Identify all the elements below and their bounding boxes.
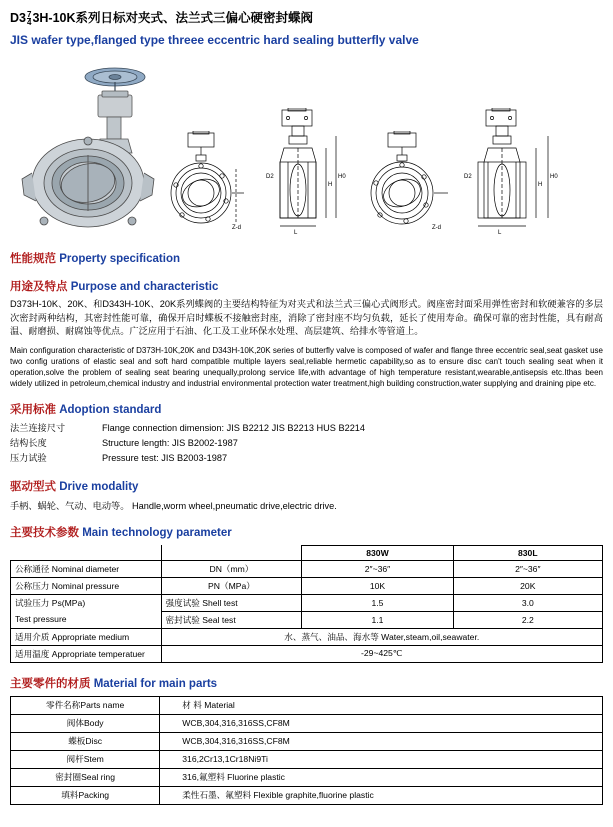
- heading-tech-en: Main technology parameter: [82, 526, 232, 539]
- heading-performance: [10, 250, 603, 266]
- dim-label-D2: D2: [266, 174, 274, 181]
- purpose-text-cn: D373H-10K、20K、和D343H-10K、20K系列蝶阀的主要结构特征为对夹式和法兰式三偏心式阀形式。阀座密封面采用弹性密封和软硬兼容的多层次密封两种结构，其密封性能可靠，确保开启时蝶板不接触密封座，消除了密封座不均匀负载，延长了使用寿命。确保可靠的密封性能，具有耐高温、耐磨损、耐腐蚀等优点。广泛应用于石油、化工及工业环保水处理、高层建筑、给排水等管道上。: [10, 299, 603, 337]
- cell-seal-830l: 2.2: [453, 611, 602, 628]
- standard-list: [10, 421, 603, 466]
- row-label-temperature: 适用温度 Appropriate temperatuer: [11, 645, 162, 662]
- cell-dn-830l: 2″~36″: [453, 560, 602, 577]
- material-value-disc: WCB,304,316,316SS,CF8M: [160, 732, 603, 750]
- spacer-cell: [11, 545, 162, 560]
- dim-label-L-2: L: [498, 230, 502, 237]
- table-row: [11, 577, 603, 594]
- standard-row: [10, 436, 603, 451]
- cell-shell-830l: 3.0: [453, 594, 602, 611]
- material-header-part: 零件名称Parts name: [11, 696, 160, 714]
- col-header-830w: 830W: [302, 545, 453, 560]
- material-value-body: WCB,304,316,316SS,CF8M: [160, 714, 603, 732]
- table-row: [11, 714, 603, 732]
- heading-tech-cn: 主要技术参数: [10, 526, 79, 539]
- fraction-denominator: 4: [26, 18, 32, 28]
- standard-row: [10, 421, 603, 436]
- cell-medium-value: 水、蒸气、油品、海水等 Water,steam,oil,seawater.: [161, 628, 602, 645]
- dim-label-zd: Z-d: [232, 225, 241, 232]
- row-label-nominal-pressure: 公称压力 Nominal pressure: [11, 577, 162, 594]
- heading-drive-cn: 驱动型式: [10, 480, 56, 493]
- material-table: [10, 696, 603, 805]
- heading-material: [10, 675, 603, 691]
- table-row: [11, 645, 603, 662]
- material-part-body: 阀体Body: [11, 714, 160, 732]
- section-material: [10, 675, 603, 691]
- page-title-cn: [10, 8, 603, 26]
- heading-drive-en: Drive modality: [59, 480, 139, 493]
- material-value-packing: 柔性石墨、氟塑料 Flexible graphite,fluorine plastic: [160, 786, 603, 804]
- drawing-front-view-flanged: [368, 131, 456, 231]
- heading-drive: [10, 478, 603, 494]
- dim-label-H0-2: H0: [550, 174, 558, 181]
- fraction-74: [27, 11, 31, 26]
- table-row: [11, 594, 603, 611]
- drawing-3d-wafer-valve: [14, 55, 179, 235]
- standard-value: Structure length: JIS B2002-1987: [102, 437, 238, 448]
- drive-text: 手柄、蜗轮、气动、电动等。 Handle,worm wheel,pneumatic drive,electric drive.: [10, 500, 337, 511]
- table-row: [11, 611, 603, 628]
- page-title-en: JIS wafer type,flanged type threee eccentric hard sealing butterfly valve: [10, 33, 419, 48]
- row-label-nominal-diameter: 公称通径 Nominal diameter: [11, 560, 162, 577]
- standard-key: 法兰连接尺寸: [10, 422, 66, 433]
- dim-label-D2-2: D2: [464, 174, 472, 181]
- title-prefix: D3: [10, 11, 26, 25]
- table-row: [11, 768, 603, 786]
- heading-performance-en: Property specification: [59, 253, 180, 266]
- title-block: [0, 0, 613, 47]
- material-value-seal-ring: 316,氟塑料 Fluorine plastic: [160, 768, 603, 786]
- row-symbol-seal-test: 密封试验 Seal test: [161, 611, 302, 628]
- heading-standard-cn: 采用标准: [10, 403, 56, 416]
- material-part-seal-ring: 密封圈Seal ring: [11, 768, 160, 786]
- heading-material-cn: 主要零件的材质: [10, 677, 91, 690]
- material-part-stem: 阀杆Stem: [11, 750, 160, 768]
- col-header-830l: 830L: [453, 545, 602, 560]
- dim-label-L: L: [294, 230, 298, 237]
- table-row: [11, 732, 603, 750]
- cell-temperature-value: -29~425℃: [161, 645, 602, 662]
- spacer-cell-2: [161, 545, 302, 560]
- heading-standard: [10, 401, 603, 417]
- row-label-test-pressure-en: Test pressure: [11, 611, 162, 628]
- standard-row: [10, 451, 603, 466]
- dim-label-H: H: [328, 182, 333, 189]
- heading-purpose: [10, 278, 603, 294]
- cell-shell-830w: 1.5: [302, 594, 453, 611]
- table-row: [11, 628, 603, 645]
- row-label-test-pressure-cn: 试验压力 Ps(MPa): [11, 594, 162, 611]
- heading-performance-cn: 性能规范: [10, 253, 56, 266]
- drawing-front-view-wafer: [170, 131, 252, 231]
- cell-pn-830w: 10K: [302, 577, 453, 594]
- row-symbol-dn: DN（mm）: [161, 560, 302, 577]
- material-header-material: 材 料 Material: [160, 696, 603, 714]
- drawing-band: [0, 53, 613, 238]
- material-part-disc: 蝶板Disc: [11, 732, 160, 750]
- purpose-text-en: Main configuration characteristic of D373H-10K,20K and D343H-10K,20K series of butterfly valve is composed of wafer and flange three eccentric seal,seat gasket use two config urations of elastic seal and soft hard compatible multiple layers seal,reliable hermetic capability,so as to ensure disc can't touch sealing seat when it operation,solve the problem of sealing seat bearing unequally,prolong service life,with advantage of high temperature resistant,wearable,antisepsis etc.Ithas been widely utilized in petroleum,chemical industry and industrial environmental protection water treatment,high building construction,water supplying and draining pipe etc.: [10, 345, 603, 388]
- standard-value: Flange connection dimension: JIS B2212 JIS B2213 HUS B2214: [102, 422, 366, 433]
- dim-label-H-2: H: [538, 182, 543, 189]
- standard-value: Pressure test: JIS B2003-1987: [102, 452, 228, 463]
- row-symbol-pn: PN（MPa）: [161, 577, 302, 594]
- cell-pn-830l: 20K: [453, 577, 602, 594]
- table-row: [11, 786, 603, 804]
- heading-tech: [10, 524, 603, 540]
- dim-label-H0: H0: [338, 174, 346, 181]
- standard-key: 结构长度: [10, 437, 47, 448]
- tech-parameter-table: [10, 545, 603, 663]
- section-performance: [10, 250, 603, 540]
- heading-standard-en: Adoption standard: [59, 403, 162, 416]
- table-row: [11, 545, 603, 560]
- standard-key: 压力试验: [10, 452, 47, 463]
- row-label-medium: 适用介质 Appropriate medium: [11, 628, 162, 645]
- cell-dn-830w: 2″~36″: [302, 560, 453, 577]
- heading-purpose-en: Purpose and characteristic: [70, 281, 219, 294]
- title-rest: 3H-10K系列日标对夹式、法兰式三偏心硬密封蝶阀: [32, 11, 314, 25]
- dim-label-zd-2: Z-d: [432, 225, 441, 232]
- heading-purpose-cn: 用途及特点: [10, 281, 68, 294]
- fraction-numerator: 7: [26, 10, 32, 20]
- material-part-packing: 填料Packing: [11, 786, 160, 804]
- material-value-stem: 316,2Cr13,1Cr18Ni9Ti: [160, 750, 603, 768]
- table-row: [11, 750, 603, 768]
- drawing-section-view-wafer: [258, 108, 353, 236]
- drawing-section-view-flanged: [462, 108, 572, 236]
- row-symbol-shell-test: 强度试验 Shell test: [161, 594, 302, 611]
- cell-seal-830w: 1.1: [302, 611, 453, 628]
- heading-material-en: Material for main parts: [93, 677, 218, 690]
- table-row: [11, 560, 603, 577]
- table-row: [11, 696, 603, 714]
